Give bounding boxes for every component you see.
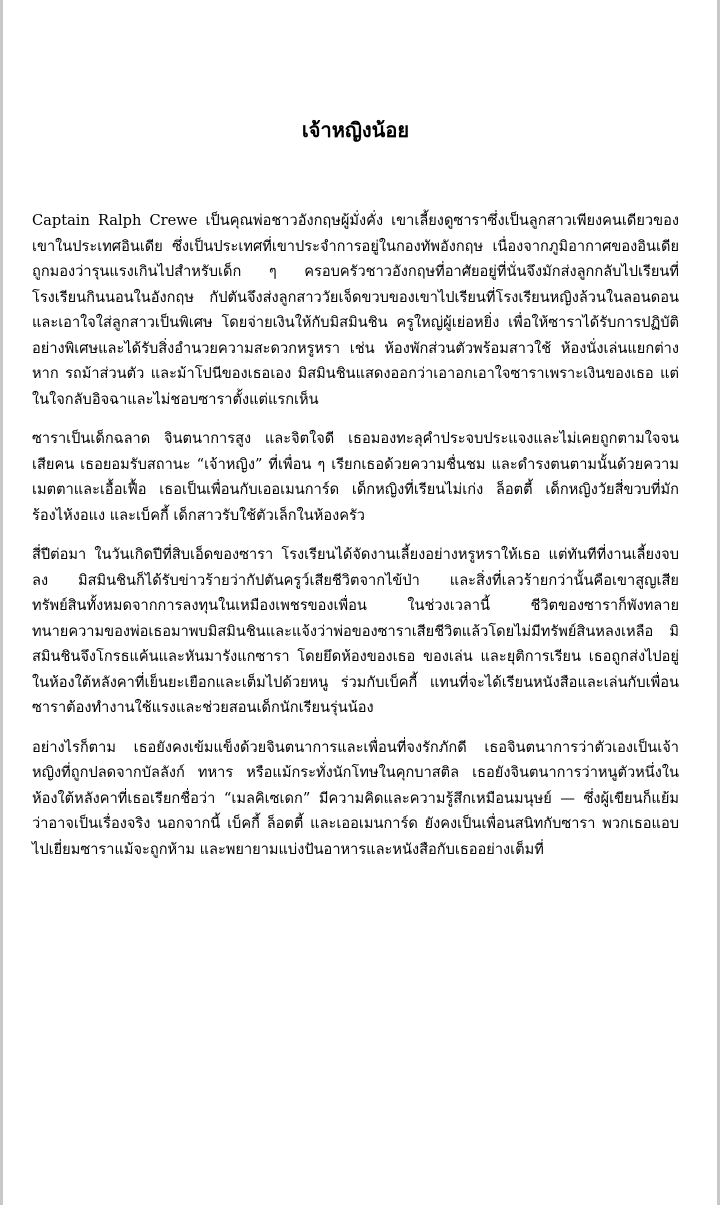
document-title: เจ้าหญิงน้อย (301, 118, 410, 142)
paragraph-1: Captain Ralph Crewe เป็นคุณพ่อชาวอังกฤษผู้มั่งคั่ง เขาเลี้ยงดูซาราซึ่งเป็นลูกสาวเพียงคนเดียวของเขาในประเทศอินเดีย ซึ่งเป็นประเทศที่เขาประจำการอยู่ในกองทัพอังกฤษ เนื่องจากภูมิอากาศของอินเดียถูกมองว่ารุนแรงเกินไปสำหรับเด็ก ๆ ครอบครัวชาวอังกฤษที่อาศัยอยู่ที่นั่นจึงมักส่งลูกกลับไปเรียนที่โรงเรียนกินนอนในอังกฤษ กัปตันจึงส่งลูกสาววัยเจ็ดขวบของเขาไปเรียนที่โรงเรียนหญิงล้วนในลอนดอน และเอาใจใส่ลูกสาวเป็นพิเศษ โดยจ่ายเงินให้กับมิสมินชิน ครูใหญ่ผู้เย่อหยิ่ง เพื่อให้ซาราได้รับการปฏิบัติอย่างพิเศษและได้รับสิ่งอำนวยความสะดวกหรูหรา เช่น ห้องพักส่วนตัวพร้อมสาวใช้ ห้องนั่งเล่นแยกต่างหาก รถม้าส่วนตัว และม้าโปนีของเธอเอง มิสมินชินแสดงออกว่าเอาอกเอาใจซาราเพราะเงินของเธอ แต่ในใจกลับอิจฉาและไม่ชอบซาราตั้งแต่แรกเห็น (32, 212, 679, 408)
document-page (32, 0, 679, 876)
document-body (32, 208, 679, 862)
paragraph-4: อย่างไรก็ตาม เธอยังคงเข้มแข็งด้วยจินตนาการและเพื่อนที่จงรักภักดี เธอจินตนาการว่าตัวเองเป็นเจ้าหญิงที่ถูกปลดจากบัลลังก์ ทหาร หรือแม้กระทั่งนักโทษในคุกบาสติล เธอยังจินตนาการว่าหนูตัวหนึ่งในห้องใต้หลังคาที่เธอเรียกชื่อว่า “เมลคิเซเดก” มีความคิดและความรู้สึกเหมือนมนุษย์ — ซึ่งผู้เขียนก็แย้มว่าอาจเป็นเรื่องจริง นอกจากนี้ เบ็คกี้ ล็อตตี้ และเออเมนการ์ด ยังคงเป็นเพื่อนสนิทกับซารา พวกเธอแอบไปเยี่ยมซาราแม้จะถูกห้าม และพยายามแบ่งปันอาหารและหนังสือกับเธออย่างเต็มที่ (32, 738, 679, 858)
page-edge-left (0, 0, 3, 1205)
paragraph-3: สี่ปีต่อมา ในวันเกิดปีที่สิบเอ็ดของซารา โรงเรียนได้จัดงานเลี้ยงอย่างหรูหราให้เธอ แต่ทันทีที่งานเลี้ยงจบลง มิสมินชินก็ได้รับข่าวร้ายว่ากัปตันครูว์เสียชีวิตจากไข้ป่า และสิ่งที่เลวร้ายกว่านั้นคือเขาสูญเสียทรัพย์สินทั้งหมดจากการลงทุนในเหมืองเพชรของเพื่อน ในช่วงเวลานี้ ชีวิตของซาราก็พังทลาย ทนายความของพ่อเธอมาพบมิสมินชินและแจ้งว่าพ่อของซาราเสียชีวิตแล้วโดยไม่มีทรัพย์สินหลงเหลือ มิสมินชินจึงโกรธแค้นและหันมารังแกซารา โดยยึดห้องของเธอ ของเล่น และยุติการเรียน เธอถูกส่งไปอยู่ในห้องใต้หลังคาที่เย็นยะเยือกและเต็มไปด้วยหนู ร่วมกับเบ็คกี้ แทนที่จะได้เรียนหนังสือและเล่นกับเพื่อน ซาราต้องทำงานใช้แรงและช่วยสอนเด็กนักเรียนรุ่นน้อง (32, 546, 679, 716)
paragraph-2: ซาราเป็นเด็กฉลาด จินตนาการสูง และจิตใจดี เธอมองทะลุคำประจบประแจงและไม่เคยถูกตามใจจนเสียคน เธอยอมรับสถานะ “เจ้าหญิง” ที่เพื่อน ๆ เรียกเธอด้วยความชื่นชม และดำรงตนตามนั้นด้วยความเมตตาและเอื้อเฟื้อ เธอเป็นเพื่อนกับเออเมนการ์ด เด็กหญิงที่เรียนไม่เก่ง ล็อตตี้ เด็กหญิงวัยสี่ขวบที่มักร้องไห้งอแง และเบ็คกี้ เด็กสาวรับใช้ตัวเล็กในห้องครัว (32, 430, 679, 524)
